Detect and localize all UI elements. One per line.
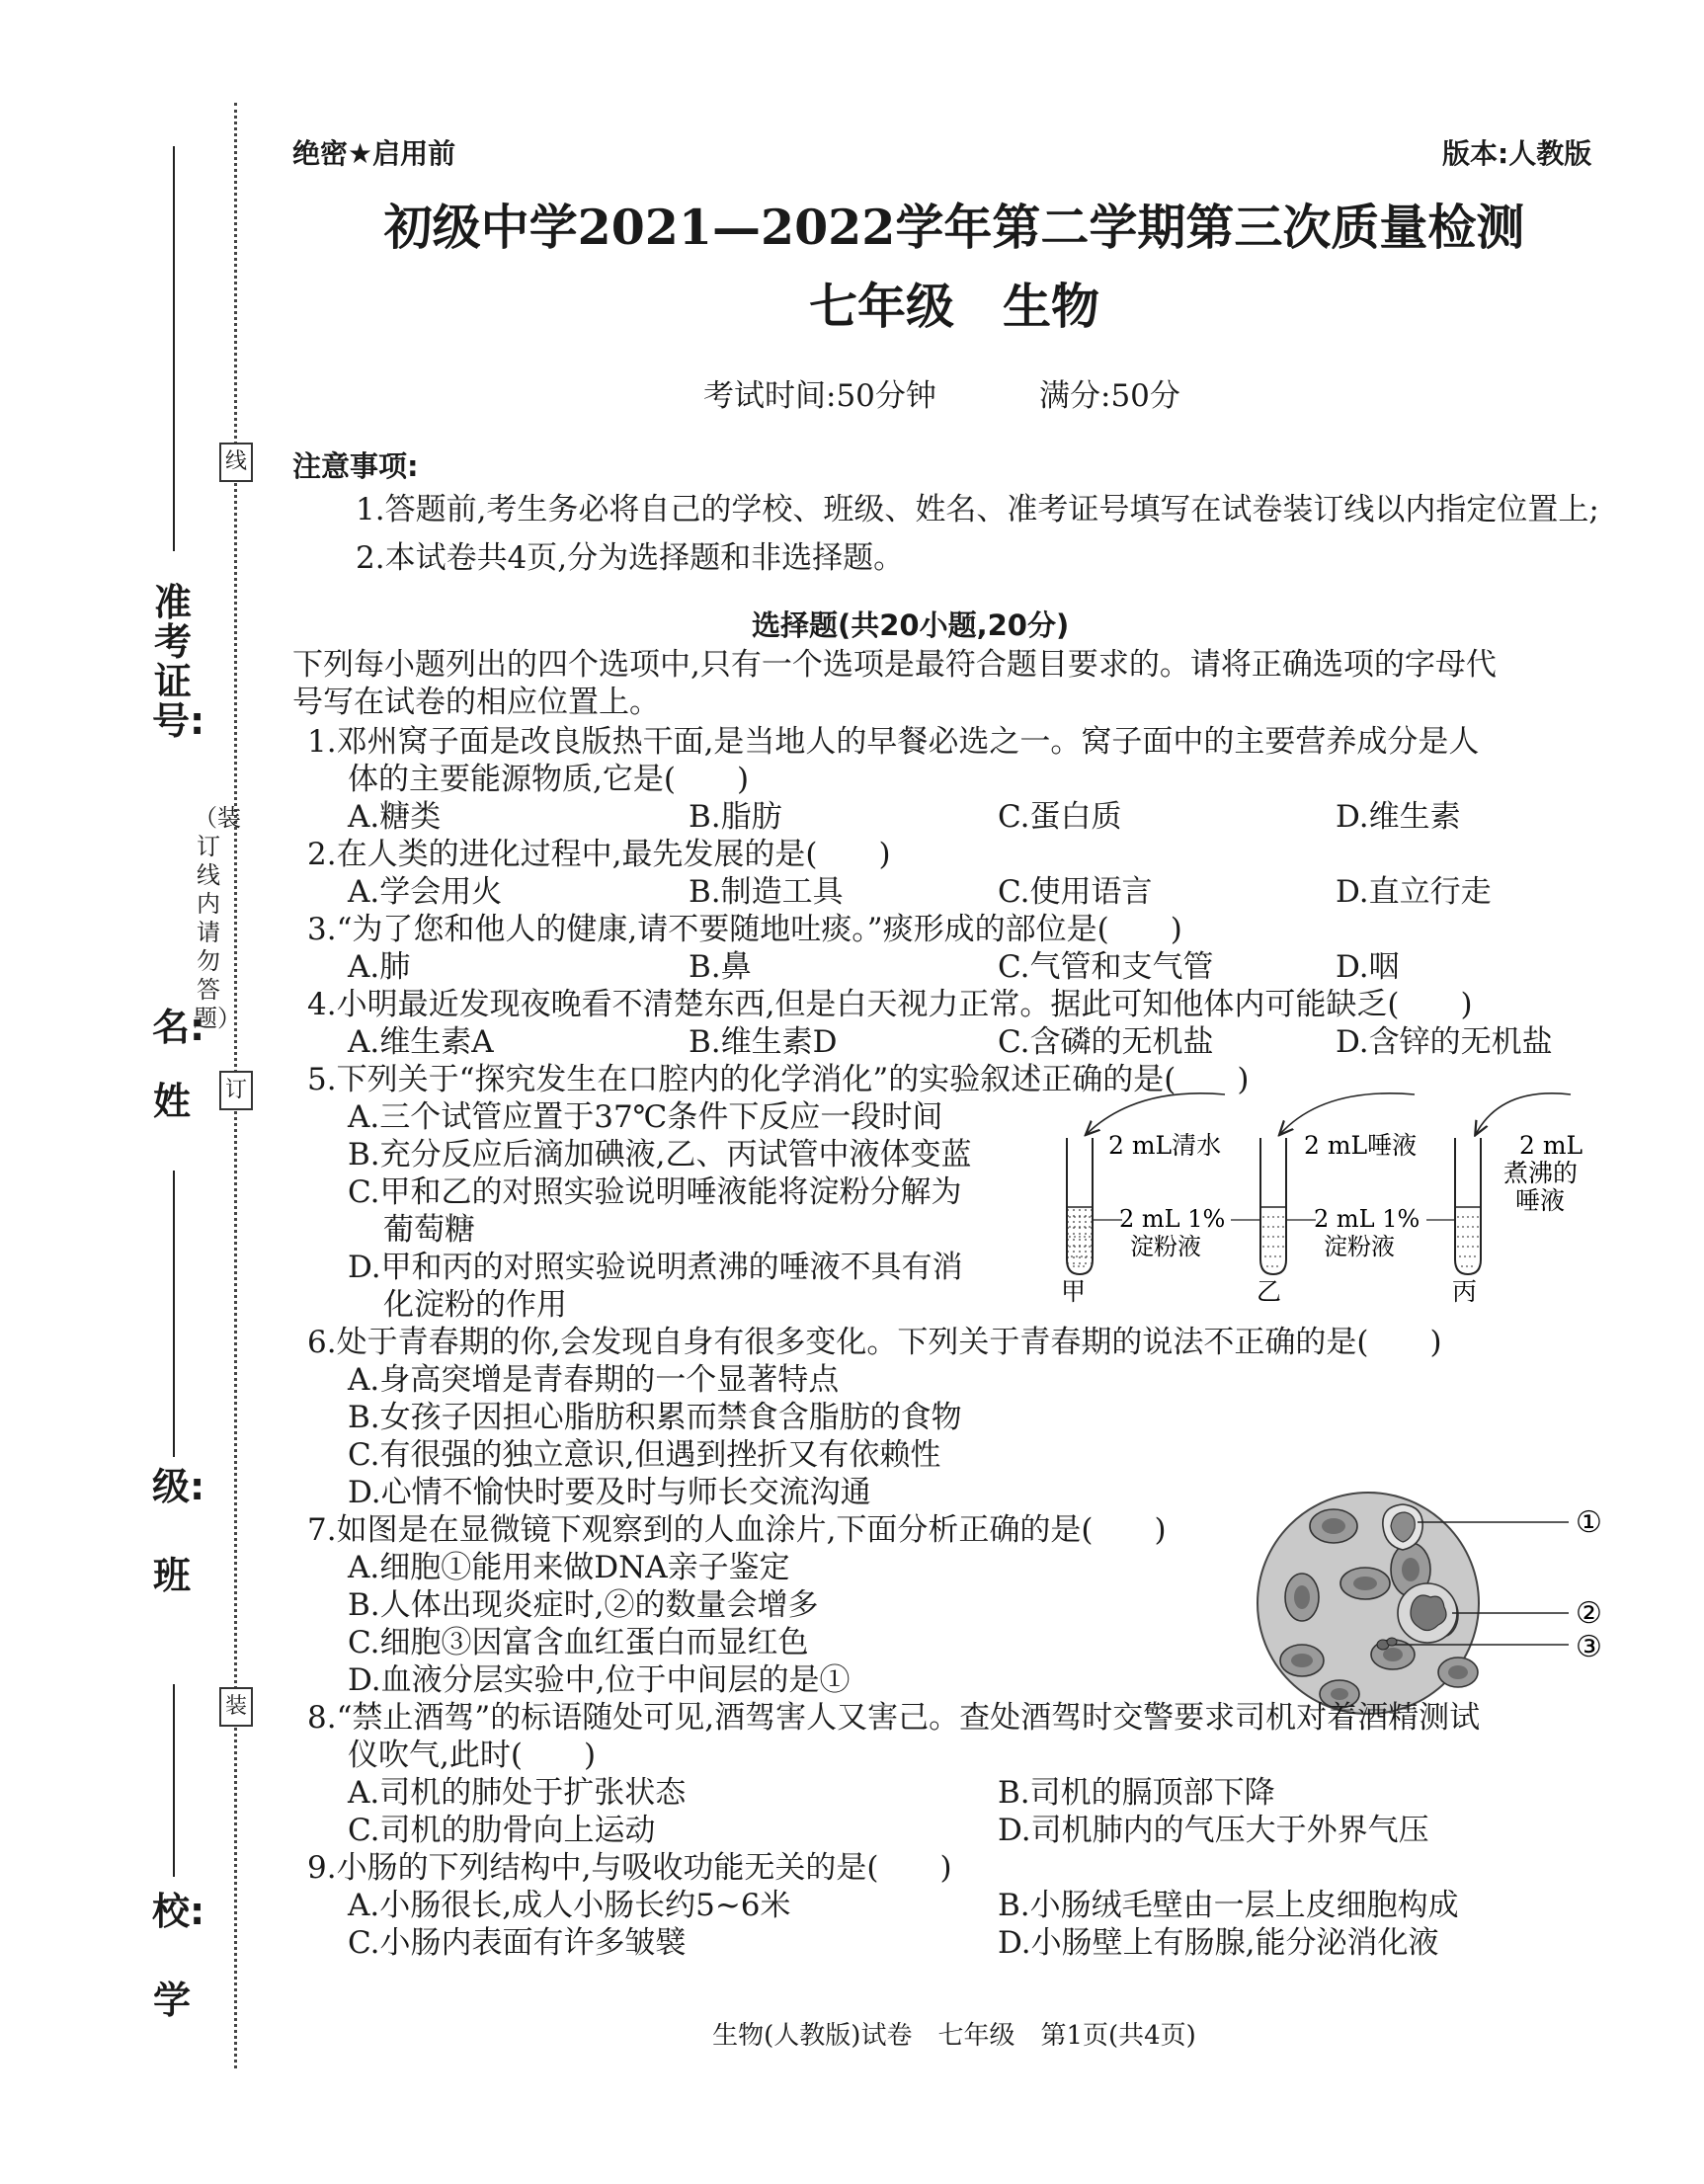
arrow-boiled [1476, 1093, 1571, 1134]
q5-option-c-2: 葡萄糖 [383, 1212, 475, 1248]
q8-option-d: D.司机肺内的气压大于外界气压 [998, 1813, 1429, 1848]
q7-option-a: A.细胞①能用来做DNA亲子鉴定 [348, 1550, 790, 1585]
label-tube-jia: 甲 [1061, 1277, 1087, 1304]
binding-mark-ding: 订 [219, 1071, 253, 1110]
q1-option-a: A.糖类 [348, 799, 442, 835]
label-boiled-1: 2 mL [1519, 1131, 1583, 1160]
exam-no-label: 准考证号: [152, 581, 205, 743]
notice-title: 注意事项: [292, 449, 419, 483]
binding-note: （装订线内请勿答题） [194, 804, 241, 1032]
q4-option-c: C.含磷的无机盐 [998, 1024, 1214, 1060]
label-cell-2: ② [1576, 1596, 1602, 1631]
tube-yi [1260, 1138, 1286, 1274]
q1-stem-1: 1.邓州窝子面是改良版热干面,是当地人的早餐必选之一。窝子面中的主要营养成分是人 [307, 724, 1480, 760]
q3-stem: 3.“为了您和他人的健康,请不要随地吐痰。”痰形成的部位是( ) [307, 912, 1182, 947]
label-starch-1: 2 mL 1% [1119, 1205, 1226, 1233]
page-subtitle: 七年级 生物 [808, 278, 1099, 335]
q3-option-a: A.肺 [348, 949, 411, 985]
label-starch-4: 淀粉液 [1324, 1233, 1395, 1260]
q5-option-b: B.充分反应后滴加碘液,乙、丙试管中液体变蓝 [348, 1137, 972, 1173]
q4-option-a: A.维生素A [348, 1024, 494, 1060]
name-underline [173, 1171, 175, 1457]
arrow-water [1087, 1093, 1225, 1134]
q2-option-d: D.直立行走 [1336, 874, 1492, 910]
notice-item-1: 1.答题前,考生务必将自己的学校、班级、姓名、准考证号填写在试卷装订线以内指定位置上; [356, 492, 1599, 527]
q8-option-b: B.司机的膈顶部下降 [998, 1775, 1275, 1811]
q7-stem: 7.如图是在显微镜下观察到的人血涂片,下面分析正确的是( ) [307, 1512, 1167, 1548]
q8-stem-2: 仪吹气,此时( ) [348, 1738, 597, 1773]
q7-option-c: C.细胞③因富含血红蛋白而显红色 [348, 1625, 809, 1660]
q3-option-c: C.气管和支气管 [998, 949, 1214, 985]
q7-blood-smear-figure [1255, 1487, 1620, 1724]
q1-option-c: C.蛋白质 [998, 799, 1122, 835]
q7-option-b: B.人体出现炎症时,②的数量会增多 [348, 1587, 819, 1623]
label-starch-3: 2 mL 1% [1314, 1205, 1420, 1233]
q4-option-d: D.含锌的无机盐 [1336, 1024, 1553, 1060]
q9-option-c: C.小肠内表面有许多皱襞 [348, 1925, 687, 1961]
q2-stem: 2.在人类的进化过程中,最先发展的是( ) [307, 837, 891, 872]
exam-no-underline [173, 146, 175, 551]
q9-option-d: D.小肠壁上有肠腺,能分泌消化液 [998, 1925, 1439, 1961]
q1-stem-2: 体的主要能源物质,它是( ) [348, 762, 750, 797]
q4-stem: 4.小明最近发现夜晚看不清楚东西,但是白天视力正常。据此可知他体内可能缺乏( ) [307, 987, 1473, 1022]
class-label-b: 级: [152, 1465, 205, 1508]
q7-option-d: D.血液分层实验中,位于中间层的是① [348, 1662, 851, 1698]
section-intro-1: 下列每小题列出的四个选项中,只有一个选项是最符合题目要求的。请将正确选项的字母代 [292, 647, 1497, 683]
q1-option-b: B.脂肪 [689, 799, 782, 835]
binding-mark-zhuang: 装 [219, 1687, 253, 1727]
label-cell-1: ① [1576, 1505, 1602, 1540]
page-title: 初级中学2021—2022学年第二学期第三次质量检测 [383, 199, 1525, 256]
q6-option-a: A.身高突增是青春期的一个显著特点 [348, 1362, 840, 1398]
q2-option-a: A.学会用火 [348, 874, 503, 910]
q9-stem: 9.小肠的下列结构中,与吸收功能无关的是( ) [307, 1850, 952, 1886]
q3-option-b: B.鼻 [689, 949, 752, 985]
label-saliva: 2 mL唾液 [1304, 1131, 1418, 1160]
q6-option-d: D.心情不愉快时要及时与师长交流沟通 [348, 1475, 871, 1510]
q8-option-c: C.司机的肋骨向上运动 [348, 1813, 656, 1848]
school-label-a: 学 [152, 1979, 191, 2022]
q5-option-d-1: D.甲和丙的对照实验说明煮沸的唾液不具有消 [348, 1250, 963, 1285]
q6-stem: 6.处于青春期的你,会发现自身有很多变化。下列关于青春期的说法不正确的是( ) [307, 1325, 1442, 1360]
page-footer: 生物(人教版)试卷 七年级 第1页(共4页) [712, 2021, 1196, 2051]
q6-option-b: B.女孩子因担心脂肪积累而禁食含脂肪的食物 [348, 1400, 962, 1435]
q5-option-c-1: C.甲和乙的对照实验说明唾液能将淀粉分解为 [348, 1174, 962, 1210]
tube-bing [1455, 1138, 1481, 1274]
q9-option-a: A.小肠很长,成人小肠长约5~6米 [348, 1888, 791, 1923]
label-water: 2 mL清水 [1108, 1131, 1222, 1160]
q8-stem-1: 8.“禁止酒驾”的标语随处可见,酒驾害人又害己。查处酒驾时交警要求司机对着酒精测试 [307, 1700, 1481, 1736]
q5-option-a: A.三个试管应置于37℃条件下反应一段时间 [348, 1099, 943, 1135]
class-label-a: 班 [152, 1554, 191, 1597]
arrow-saliva [1280, 1093, 1415, 1134]
q6-option-c: C.有很强的独立意识,但遇到挫折又有依赖性 [348, 1437, 941, 1473]
name-label-b: 名: [152, 1006, 205, 1049]
q8-option-a: A.司机的肺处于扩张状态 [348, 1775, 687, 1811]
class-underline [173, 1684, 175, 1877]
q5-option-d-2: 化淀粉的作用 [383, 1287, 567, 1323]
label-tube-yi: 乙 [1257, 1277, 1282, 1304]
q5-stem: 5.下列关于“探究发生在口腔内的化学消化”的实验叙述正确的是( ) [307, 1062, 1250, 1097]
secret-label: 绝密★启用前 [292, 137, 456, 170]
label-boiled-3: 唾液 [1515, 1186, 1566, 1215]
label-boiled-2: 煮沸的 [1503, 1159, 1579, 1187]
q1-option-d: D.维生素 [1336, 799, 1461, 835]
school-label-b: 校: [152, 1890, 205, 1933]
label-cell-3: ③ [1576, 1630, 1602, 1664]
notice-item-2: 2.本试卷共4页,分为选择题和非选择题。 [356, 540, 905, 576]
q9-option-b: B.小肠绒毛壁由一层上皮细胞构成 [998, 1888, 1459, 1923]
binding-mark-line: 线 [219, 443, 253, 482]
section-title: 选择题(共20小题,20分) [752, 608, 1070, 642]
exam-time: 考试时间:50分钟 [703, 378, 936, 414]
label-tube-bing: 丙 [1452, 1277, 1478, 1304]
q5-test-tube-figure [1047, 1077, 1600, 1304]
q2-option-c: C.使用语言 [998, 874, 1153, 910]
q2-option-b: B.制造工具 [689, 874, 844, 910]
q3-option-d: D.咽 [1336, 949, 1400, 985]
name-label-a: 姓 [152, 1080, 191, 1123]
label-starch-2: 淀粉液 [1130, 1233, 1201, 1260]
full-score: 满分:50分 [1039, 378, 1180, 414]
q4-option-b: B.维生素D [689, 1024, 838, 1060]
version-label: 版本:人教版 [1442, 137, 1592, 170]
tube-jia [1067, 1138, 1093, 1274]
section-intro-2: 号写在试卷的相应位置上。 [292, 685, 660, 720]
